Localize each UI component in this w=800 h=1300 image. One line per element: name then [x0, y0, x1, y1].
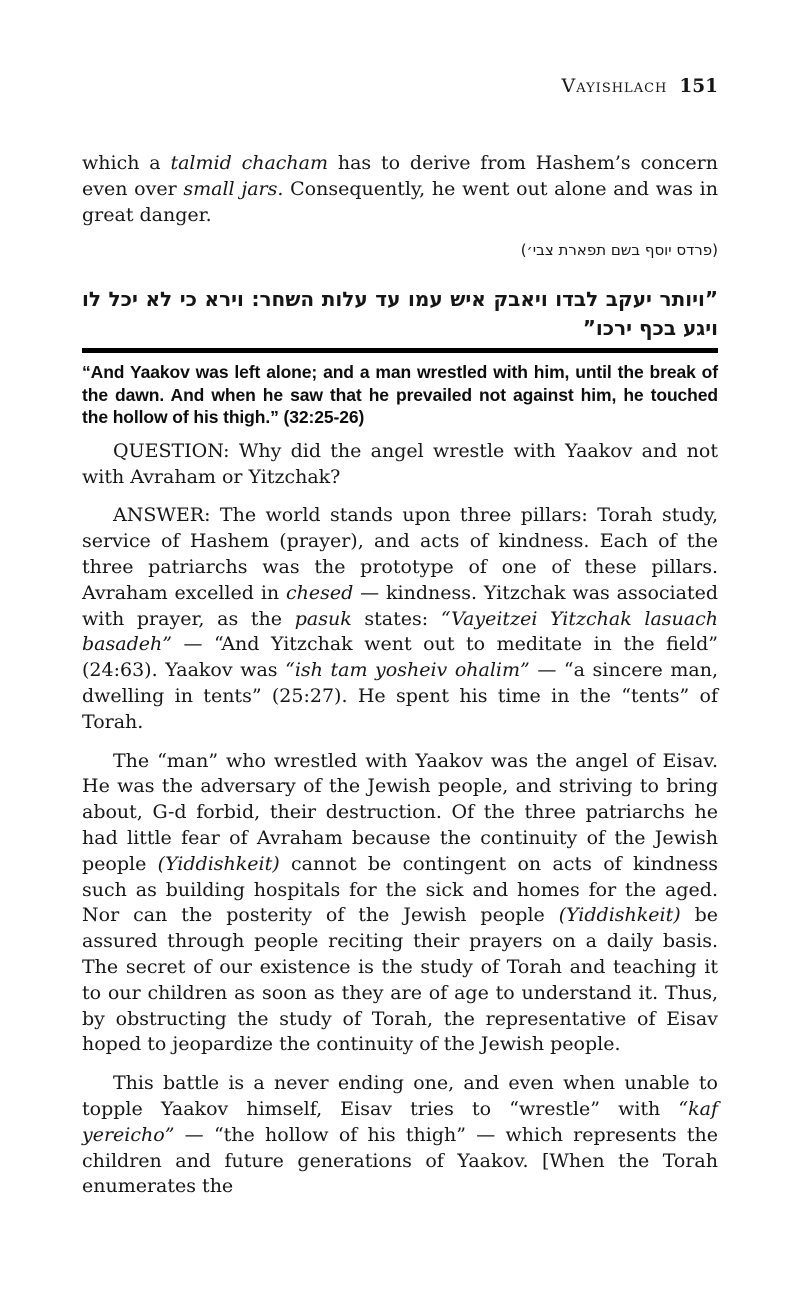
italic-text-segment: talmid chacham — [170, 152, 329, 174]
text-segment: be assured through people reciting their prayers on a daily basis. The secret of our existence is the study of Torah and teaching it to our children as soon as they are of age to understand it. Thus, by obstructing the study of Torah, the representative of Eisav hoped to jeopardize the continuity of the Jewish people. — [82, 904, 718, 1056]
italic-text-segment: (Yiddishkeit) — [157, 852, 280, 875]
italic-text-segment: “kaf yereicho” — [82, 1098, 718, 1146]
running-header — [82, 76, 718, 97]
italic-text-segment: small jars. — [183, 177, 284, 200]
text-segment: Consequently, he went out alone and was in great danger. — [82, 177, 718, 226]
page-number: 151 — [679, 76, 718, 97]
italic-text-segment: chesed — [286, 581, 354, 604]
text-segment: ANSWER: The world stands upon three pillars: Torah study, service of Hashem (prayer), and acts of kindness. Each of the three patriarchs was the prototype of one of these pillars. Avraham excelled in — [82, 504, 718, 604]
section-title: Vayishlach — [561, 75, 668, 97]
discussion-paragraph — [82, 503, 718, 735]
italic-text-segment: “ish tam yosheiv ohalim” — [285, 659, 530, 682]
discussion-paragraph — [82, 439, 718, 491]
pasuk-translation: “And Yaakov was left alone; and a man wrestled with him, until the break of the dawn. And when he saw that he prevailed not against him, he touched the hollow of his thigh.” (32:25-26) — [82, 362, 718, 428]
text-segment: This battle is a never ending one, and even when unable to topple Yaakov himself, Eisav tries to “wrestle” with — [82, 1072, 718, 1121]
discussion-paragraph — [82, 1071, 718, 1200]
text-segment: states: — [351, 607, 441, 630]
text-segment: — kindness. Yitzchak was associated with prayer, as the — [82, 581, 719, 630]
divider-rule — [82, 348, 718, 353]
hebrew-source-attribution: (פרדס יוסף בשם תפארת צבי׳) — [520, 241, 718, 260]
pasuk-hebrew-headline: ”ויותר יעקב לבדו ויאבק איש עמו עד עלות השחר: וירא כי לא יכל לו ויגע בכף ירכו” — [82, 287, 718, 341]
intro-paragraph — [82, 151, 718, 228]
text-segment: — “a sincere man, dwelling in tents” (25:27). He spent his time in the “tents” of Torah. — [82, 659, 718, 733]
discussion-paragraphs — [82, 439, 718, 1200]
italic-text-segment: pasuk — [294, 607, 352, 630]
text-segment: The “man” who wrestled with Yaakov was the angel of Eisav. He was the adversary of the Jewish people, and striving to bring about, G-d forbid, their destruction. Of the three patriarchs he had little fear of Avraham because the continuity of the Jewish people — [82, 749, 718, 875]
text-segment: — “the hollow of his thigh” — which represents the children and future generations of Yaakov. [When the Torah enumerates the — [82, 1123, 718, 1198]
italic-text-segment: “Vayeitzei Yitzchak lasuach basadeh” — [82, 607, 718, 656]
text-segment: — “And Yitzchak went out to meditate in the field” (24:63). Yaakov was — [82, 633, 718, 682]
text-segment: QUESTION: Why did the angel wrestle with Yaakov and not with Avraham or Yitzchak? — [82, 439, 718, 488]
text-segment: has to derive from Hashem’s concern even over — [82, 152, 718, 200]
intro-paragraph-container — [82, 151, 718, 228]
italic-text-segment: (Yiddishkeit) — [558, 904, 681, 927]
discussion-paragraph — [82, 749, 718, 1059]
text-column — [82, 0, 718, 1213]
text-segment: which a — [82, 152, 171, 174]
text-segment: cannot be contingent on acts of kindness such as building hospitals for the sick and homes for the aged. Nor can the posterity of the Jewish people — [82, 852, 718, 927]
